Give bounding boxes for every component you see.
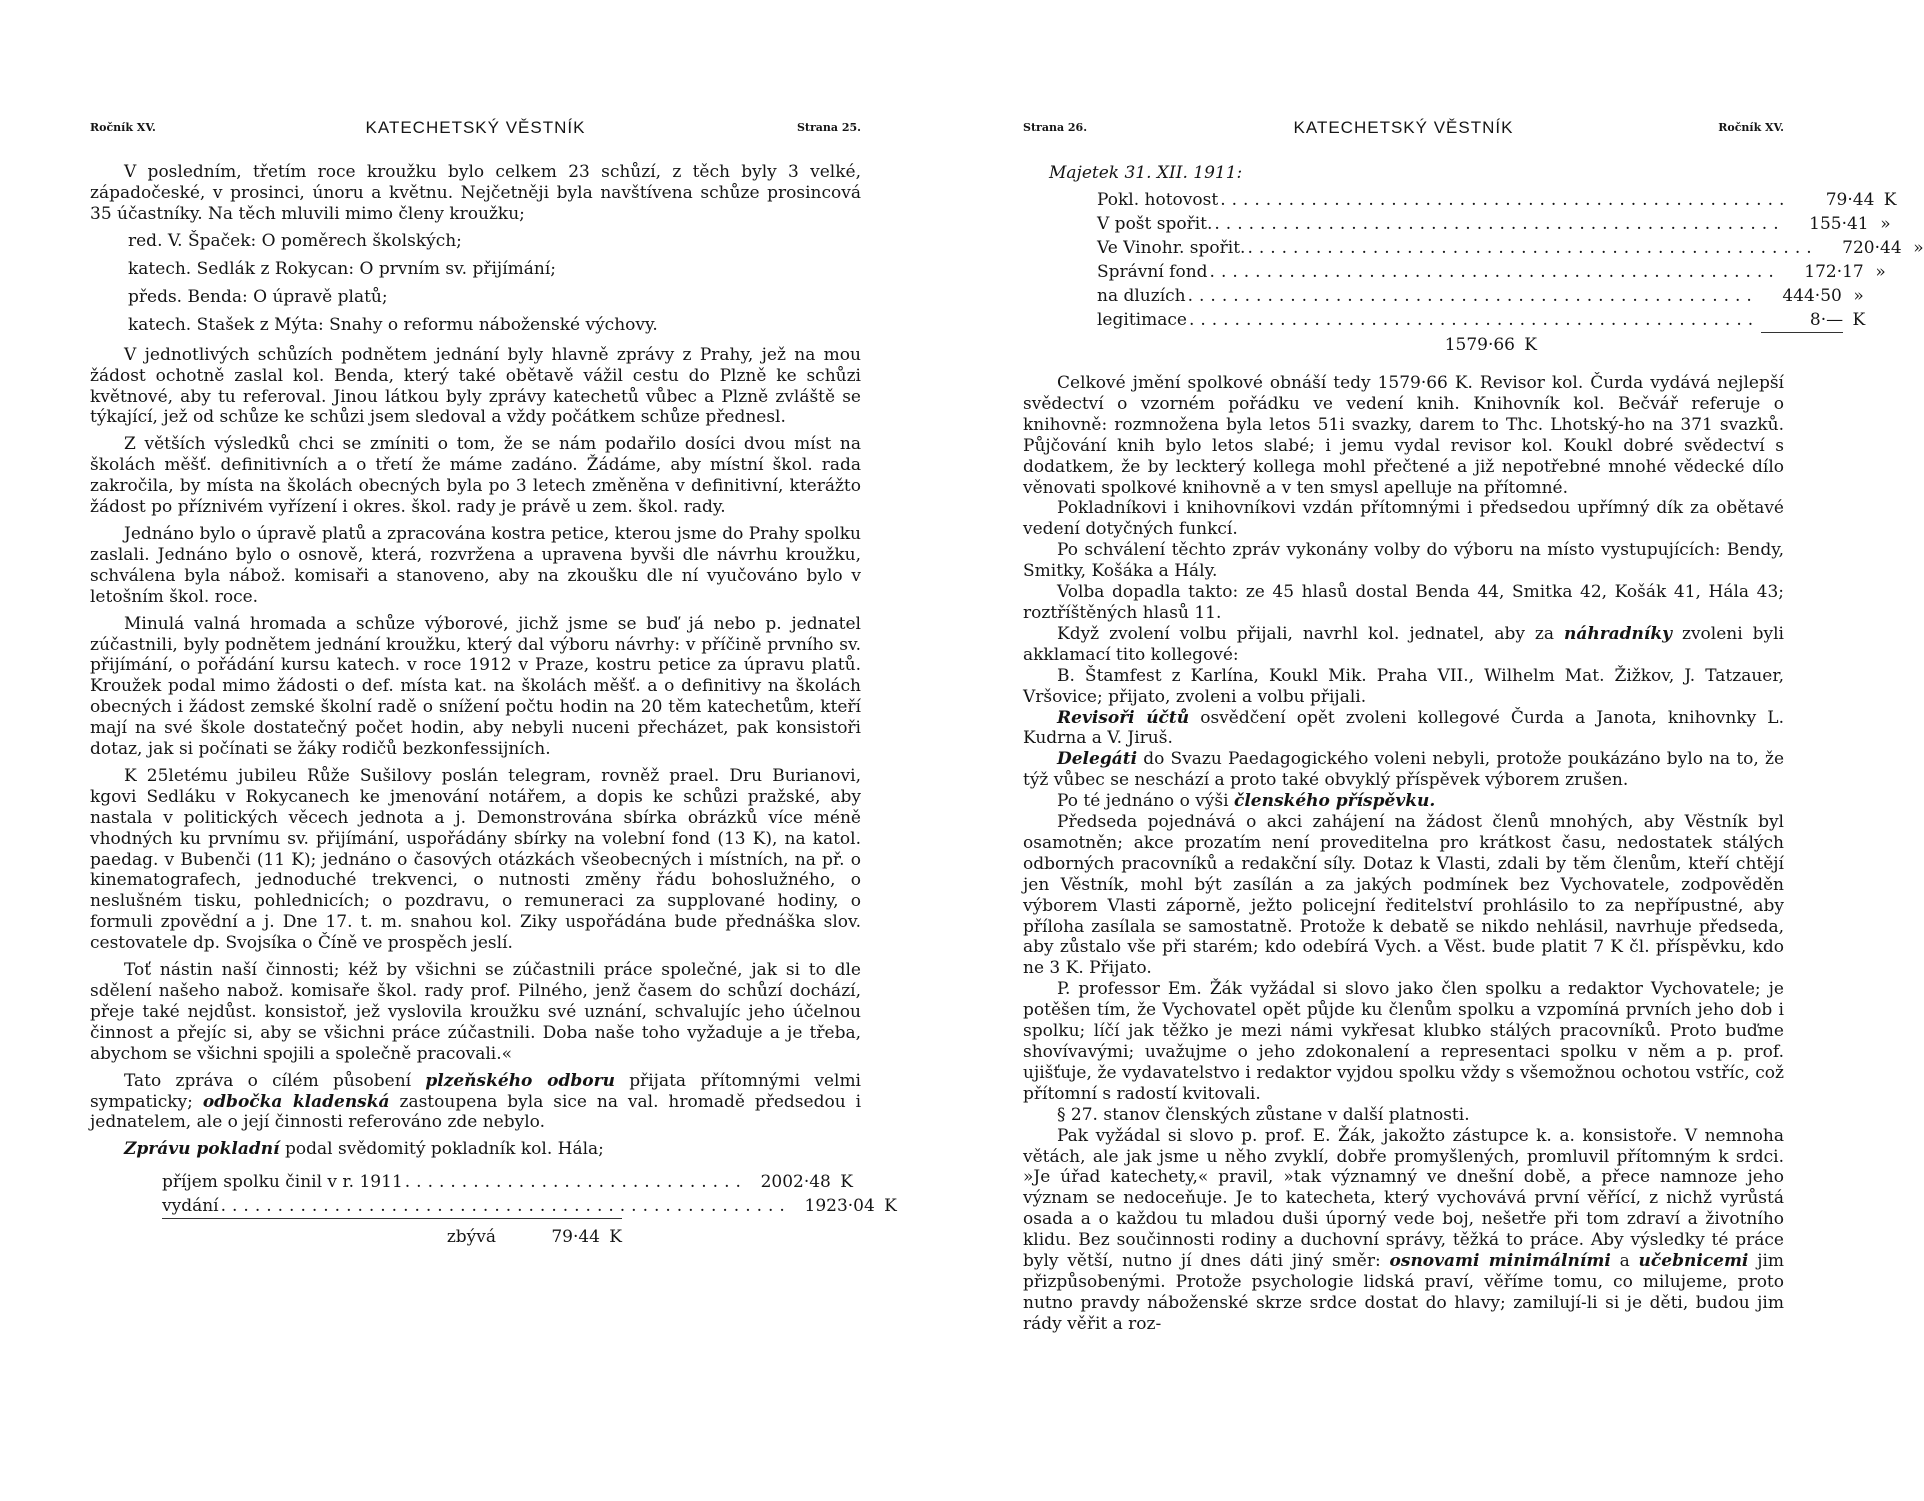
journal-title: KATECHETSKÝ VĚSTNÍK: [365, 118, 586, 137]
page-number: Strana 25.: [796, 121, 861, 134]
paragraph: Když zvolení volbu přijali, navrhl kol. jednatel, aby za náhradníky zvoleni byli akklamací tito kollegové:: [1023, 623, 1784, 665]
emphasis: Delegáti: [1057, 749, 1138, 770]
lecture-item: red. V. Špaček: O poměrech školských;: [128, 230, 462, 251]
page-number: Strana 26.: [1023, 121, 1088, 134]
emphasis: náhradníky: [1563, 623, 1673, 644]
income-table: [162, 1170, 897, 1249]
paragraph: § 27. stanov členských zůstane v další platnosti.: [1057, 1104, 1470, 1125]
assets-title: Majetek 31. XII. 1911:: [1049, 163, 1243, 183]
emphasis: Revisoři účtů: [1057, 707, 1190, 728]
emphasis: plzeňského odboru: [425, 1070, 615, 1091]
asset-row: Správní fond .................................................. 172·17 »: [1097, 262, 1886, 282]
paragraph: Toť nástin naší činnosti; kéž by všichni se zúčastnili práce společné, jak si to dle sdělení našeho nabož. komisaře škol. rady prof. Pilného, jenž časem do schůzí dochází, přeje také nejdůst. konsistoř, jež vyslovila kroužku své uznání, schvalujíc jeho účelnou činnost a přejíc si, aby se všichni práce zúčastnili. Doba naše toho vyžaduje a je třeba, abychom se všichni spojili a společně pracovali.«: [90, 960, 861, 1064]
left-page-header: [90, 118, 861, 142]
emphasis: osnovami minimálními: [1389, 1251, 1611, 1272]
asset-row: Pokl. hotovost .................................................. 79·44 K: [1097, 190, 1897, 210]
treasury-intro: Zprávu pokladní podal svědomitý pokladník kol. Hála;: [124, 1139, 604, 1160]
intro-paragraph: V posledním, třetím roce kroužku bylo celkem 23 schůzí, z těch byly 3 velké, západočeské, v prosinci, únoru a květnu. Nejčetněji byla navštívena schůze prosincová 35 účastníky. Na těch mluvili mimo členy kroužku;: [90, 162, 861, 224]
paragraph: V jednotlivých schůzích podnětem jednání byly hlavně zprávy z Prahy, jež na mou žádost ochotně zaslal kol. Benda, který také obětavě vážil cestu do Plzně ke schůzi květnové, aby tu referoval. Jinou látkou byly zprávy katechetů vůbec a Plzně zvláště se týkající, jež od schůze ke schůzi jsem sledoval a vždy počátkem schůze přednesl.: [90, 344, 861, 428]
paragraph: Tato zpráva o cílém působení plzeňského odboru přijata přítomnými velmi sympaticky; odbočka kladenská zastoupena byla sice na val. hromadě předsedou i jednatelem, ale o její činnosti referováno zde nebylo.: [90, 1070, 862, 1133]
paragraph: Volba dopadla takto: ze 45 hlasů dostal Benda 44, Smitka 42, Košák 41, Hála 43; roztříštěných hlasů 11.: [1023, 582, 1784, 623]
asset-row: na dluzích .................................................. 444·50 »: [1097, 286, 1864, 306]
paragraph: Pokladníkovi i knihovníkovi vzdán přítomnými i předsedou upřímný dík za obětavé vedení dotyčných funkcí.: [1023, 498, 1784, 540]
paragraph: Jednáno bylo o úpravě platů a zpracována kostra petice, kterou jsme do Prahy spolku zaslali. Jednáno bylo o osnově, která, rozvržena a upravena byvši dle návrhu kroužku, schválena byla nábož. komisaři a stanoveno, aby na zkoušku dle ní vyučováno bylo v letošním škol. roce.: [90, 523, 861, 607]
journal-title: KATECHETSKÝ VĚSTNÍK: [1293, 118, 1514, 137]
paragraph: B. Štamfest z Karlína, Koukl Mik. Praha VII., Wilhelm Mat. Žižkov, J. Tatzauer, Vršovice; přijato, zvoleni a volbu přijali.: [1023, 665, 1784, 707]
paragraph: Předseda pojednává o akci zahájení na žádost členů mnohých, aby Věstník byl osamotněn; akce prozatím není proveditelna pro krátkost času, nedostatek stálých odborných pracovníků a redakční síly. Dotaz k Vlasti, zdali by těm členům, kteří chtějí jen Věstník, mohl být zasílán a za jakých podmínek bez Vychovatele, zodpověděn výborem Vlasti záporně, ježto policejní ředitelství prohlásilo to za nepřípustné, aby příloha zasílala se samostatně. Protože k debatě se nikdo nehlásil, navrhuje předseda, aby zůstalo vše při starém; kdo odebírá Vych. a Věst. bude platit 7 K čl. příspěvku, kdo ne 3 K. Přijato.: [1023, 812, 1784, 979]
balance-row: zbývá 79·44 K: [446, 1227, 622, 1248]
paragraph: Delegáti do Svazu Paedagogického voleni nebyli, protože poukázáno bylo na to, že týž vůbec se neschází a proto také obvyklý příspěvek výborem zrušen.: [1023, 749, 1784, 791]
right-page-header: [1023, 118, 1784, 142]
paragraph: Po schválení těchto zpráv vykonány volby do výboru na místo vystupujících: Bendy, Smitky, Košáka a Hály.: [1023, 540, 1784, 582]
lecture-list: [90, 227, 861, 339]
paragraph: Po té jednáno o výši členského příspěvku.: [1057, 791, 1436, 812]
emphasis: učebnicemi: [1638, 1251, 1749, 1272]
volume-label: Ročník XV.: [1718, 121, 1784, 134]
income-row: příjem spolku činil v r. 1911 .............................. 2002·48 K: [162, 1172, 853, 1193]
paragraph: P. professor Em. Žák vyžádal si slovo jako člen spolku a redaktor Vychovatele; je potěšen tím, že Vychovatel opět půjde ku členům spolku a vzpomíná prvních jeho dob i spolku; líčí jak těžko je mezi námi vykřesat klubko stálých pracovníků. Proto buďme shovívavými; uvažujme o jeho zdokonalení a representaci spolku v něm a p. prof. ujišťuje, že vydavatelstvo i redaktor vyjdou spolku vždy s všemožnou ochotou vstříc, což přítomní s radostí kvitovali.: [1023, 979, 1784, 1104]
right-page: [929, 0, 1924, 1501]
assets-table: [1097, 188, 1924, 357]
assets-total-row: 1579·66 K: [1444, 335, 1537, 355]
lecture-item: katech. Stašek z Mýta: Snahy o reformu náboženské výchovy.: [128, 314, 658, 335]
emphasis: Zprávu pokladní: [124, 1139, 280, 1160]
emphasis: členského příspěvku.: [1233, 791, 1436, 812]
paragraph: K 25letému jubileu Růže Sušilovy poslán telegram, rovněž prael. Dru Burianovi, kgovi Sedláku v Rokycanech ke jmenování notářem, a dopis ke schůzi pražské, aby nastala v politických věcech jednota a j. Demonstrována sbírka obrázků více méně vhodných ku prvnímu sv. přijímání, uspořádány sbírky na volební fond (13 K), na katol. paedag. v Bubenči (11 K); jednáno o časových otázkách všeobecných i místních, na př. o kinematografech, jednoduché trekvenci, o nutnosti změny řádu bohoslužného, o neslušném tisku, pohlednicích; o pozdravu, o remuneraci za supplované hodiny, o formuli zpovědní a j. Dne 17. t. m. snahou kol. Ziky uspořádána bude přednáška slov. cestovatele dp. Svojsíka o Číně ve prospěch jeslí.: [90, 765, 861, 954]
lecture-item: katech. Sedlák z Rokycan: O prvním sv. přijímání;: [128, 258, 557, 279]
asset-row: V pošt spořit. .................................................. 155·41 »: [1097, 214, 1891, 234]
volume-label: Ročník XV.: [90, 121, 156, 134]
paragraph: Revisoři účtů osvědčení opět zvoleni kollegové Čurda a Janota, knihovnky L. Kudrna a V. Jiruš.: [1023, 707, 1784, 749]
emphasis: odbočka kladenská: [202, 1091, 390, 1112]
expense-row: vydání .................................................. 1923·04 K: [162, 1194, 622, 1219]
paragraph: Z větších výsledků chci se zmíniti o tom, že se nám podařilo dosíci dvou míst na školách měšť. definitivních a o třetí že máme zadáno. Žádáme, aby místní škol. rada zakročila, by místa na školách obecných byla po 3 letech změněna v definitivní, kterážto žádost po příznivém vyřízení i okres. škol. rady je právě u zem. škol. rady.: [90, 434, 861, 518]
paragraph: Celkové jmění spolkové obnáší tedy 1579·66 K. Revisor kol. Čurda vydává nejlepší svědectví o vzorném pořádku ve vedení knih. Knihovník kol. Bečvář referuje o knihovně: rozmnožena byla letos 51i svazky, darem to Thc. Lhotský-ho na 371 svazků. Půjčování knih bylo letos slabé; i jemu vydal revisor kol. Koukl dobré svědectví s dodatkem, že by leckterý kollega mohl přečtené a již nepotřebné mnohé vědecké dílo věnovati spolkové knihovně a v ten smysl apelluje na přítomné.: [1023, 373, 1784, 498]
paragraph: Minulá valná hromada a schůze výborové, jichž jsme se buď já nebo p. jednatel zúčastnili, byly podnětem jednání kroužku, který dal výboru návrhy: v příčině prvního sv. přijímání, o pořádání kursu katech. v roce 1912 v Praze, kostru petice za úpravu platů. Kroužek podal mimo žádosti o def. místa kat. na školách měšť. a o definitivy na školách obecných i žádost zemské školní radě o snížení počtu hodin na 20 těm katechetům, kteří mají na své škole dostatečný počet hodin, aby nebyli nuceni přecházet, pak konsistoři dotaz, jak si počínati se žáky rodičů bezkonfessijních.: [90, 613, 861, 760]
lecture-item: předs. Benda: O úpravě platů;: [128, 286, 388, 307]
asset-row: Ve Vinohr. spořit. .................................................. 720·44 »: [1097, 238, 1924, 258]
asset-row: legitimace .................................................. 8·— K: [1097, 308, 1537, 333]
paragraph: Pak vyžádal si slovo p. prof. E. Žák, jakožto zástupce k. a. konsistoře. V nemnoha větách, ale jak jsme u něho zvyklí, dobře promyšlených, promluvil přítomným k srdci. »Je úřad katechety,« pravil, »tak významný ve dnešní době, a přece namnoze jeho význam se nedoceňuje. Je to katecheta, který vychovává první věřící, z nichž vyrůstá osada a o každou tu mladou duši úporný vede boj, nešetře při tom zdraví a životního klidu. Bez součinnosti rodiny a duchovní správy, těžká to práce. Aby výsledky té práce byly větší, nutno jí dnes dáti jiný směr: osnovami minimálními a učebnicemi jim přizpůsobenými. Protože psychologie lidská praví, věříme tomu, co milujeme, proto nutno pravdy náboženské skrze srdce dostat do hlavy; zamilují-li si je děti, budou jim rády věřit a roz-: [1023, 1125, 1785, 1334]
left-page: [0, 0, 929, 1501]
